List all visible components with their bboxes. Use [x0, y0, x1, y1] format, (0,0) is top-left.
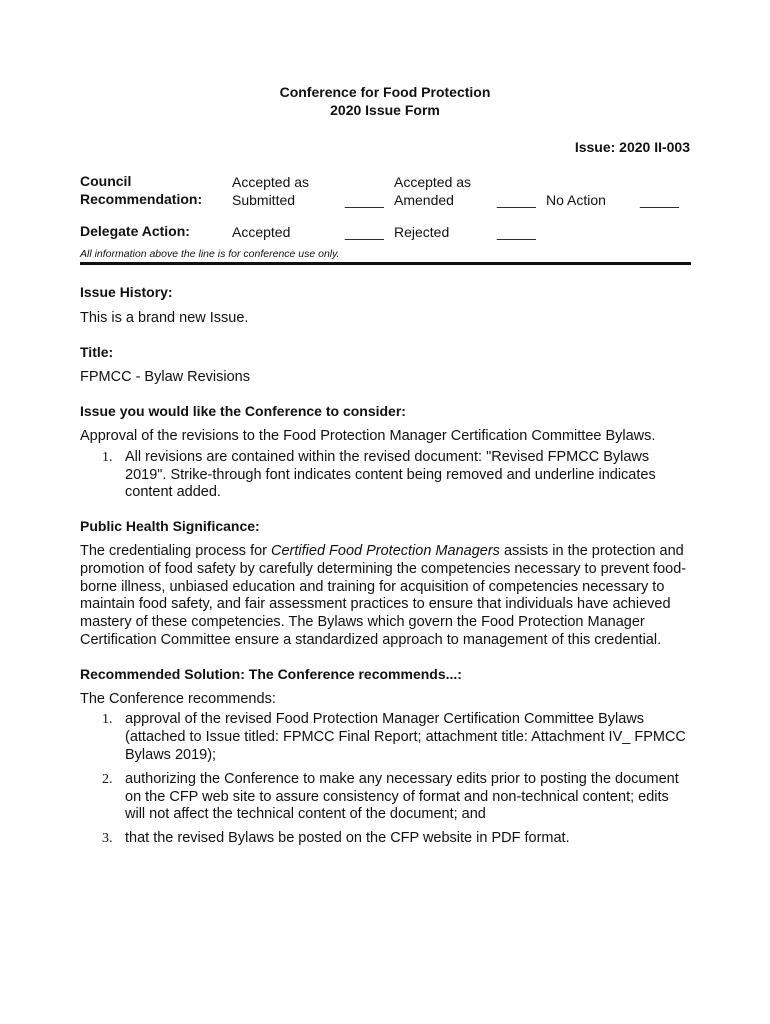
solution-heading: Recommended Solution: The Conference recommends...: [80, 665, 462, 682]
delegate-accepted-blank[interactable]: _____ [345, 224, 384, 240]
list-text: approval of the revised Food Protection Manager Certification Committee Bylaws (attached to Issue titled: FPMCC Final Report; attachment title: Attachment IV_ FPMCC Bylaws 2019); [125, 711, 686, 763]
delegate-label: Delegate Action: [80, 223, 190, 239]
solution-list [80, 711, 692, 848]
issue-body [80, 284, 692, 848]
list-text: authorizing the Conference to make any necessary edits prior to posting the document on the CFP web site to assure consistency of format and non-technical content; edits will not affect the technical content of the document; and [125, 770, 679, 823]
issue-number: Issue: 2020 II-003 [574, 139, 690, 155]
issue-history-heading: Issue History: [80, 284, 173, 300]
form-subtitle: 2020 Issue Form [330, 102, 440, 118]
list-number: 1. [102, 449, 113, 465]
delegate-rejected-blank[interactable]: _____ [497, 224, 536, 240]
council-amended-blank[interactable]: _____ [497, 192, 536, 208]
issue-history-text: This is a brand new Issue. [80, 309, 249, 326]
title-heading: Title: [80, 343, 114, 360]
list-number: 2. [102, 771, 113, 787]
delegate-rejected: Rejected [394, 224, 450, 240]
significance-heading: Public Health Significance: [80, 518, 260, 535]
significance-text-start: The credentialing process for [80, 542, 272, 559]
list-text: All revisions are contained within the revised document: "Revised FPMCC Bylaws 2019". Strike-through font indicates content being removed and underline indicates content added. [125, 448, 656, 501]
delegate-accepted: Accepted [232, 224, 291, 240]
list-number: 3. [102, 831, 113, 847]
council-label-line2: Recommendation: [80, 191, 203, 207]
form-title: Conference for Food Protection [279, 84, 491, 100]
council-label-line1: Council [80, 173, 132, 189]
council-submitted-blank[interactable]: _____ [345, 192, 384, 208]
list-item [80, 830, 692, 848]
significance-text-rest: assists in the protection and promotion of food safety by carefully determining the competencies necessary to prevent food-borne illness, unbiased education and training for acquisition of competencies necessary to maintain food safety, and fair assessment practices to ensure that individuals have achieved mastery of these competencies. The Bylaws which govern the Food Protection Manager Certification Committee ensure a standardized approach to management of this credential. [80, 542, 687, 648]
council-accepted-amended-line2: Amended [394, 192, 454, 208]
conference-use-note: All information above the line is for conference use only. [80, 248, 340, 260]
list-number: 1. [102, 712, 113, 728]
council-accepted-amended-line1: Accepted as [394, 174, 472, 190]
council-no-action: No Action [546, 192, 606, 208]
consider-text: Approval of the revisions to the Food Protection Manager Certification Committee Bylaws. [80, 427, 656, 444]
council-no-action-blank[interactable]: _____ [640, 192, 679, 208]
council-accepted-submitted-line1: Accepted as [232, 174, 310, 190]
title-text: FPMCC - Bylaw Revisions [80, 369, 250, 386]
list-item [80, 711, 692, 764]
divider-rule [80, 262, 691, 265]
consider-list [80, 449, 692, 502]
consider-heading: Issue you would like the Conference to consider: [80, 403, 406, 420]
significance-italic-term: Certified Food Protection Managers [271, 542, 500, 559]
list-item [80, 771, 692, 824]
solution-text: The Conference recommends: [80, 690, 276, 707]
council-accepted-submitted-line2: Submitted [232, 192, 296, 208]
significance-text [80, 543, 692, 650]
list-item [80, 449, 692, 502]
list-text: that the revised Bylaws be posted on the CFP website in PDF format. [125, 830, 570, 847]
